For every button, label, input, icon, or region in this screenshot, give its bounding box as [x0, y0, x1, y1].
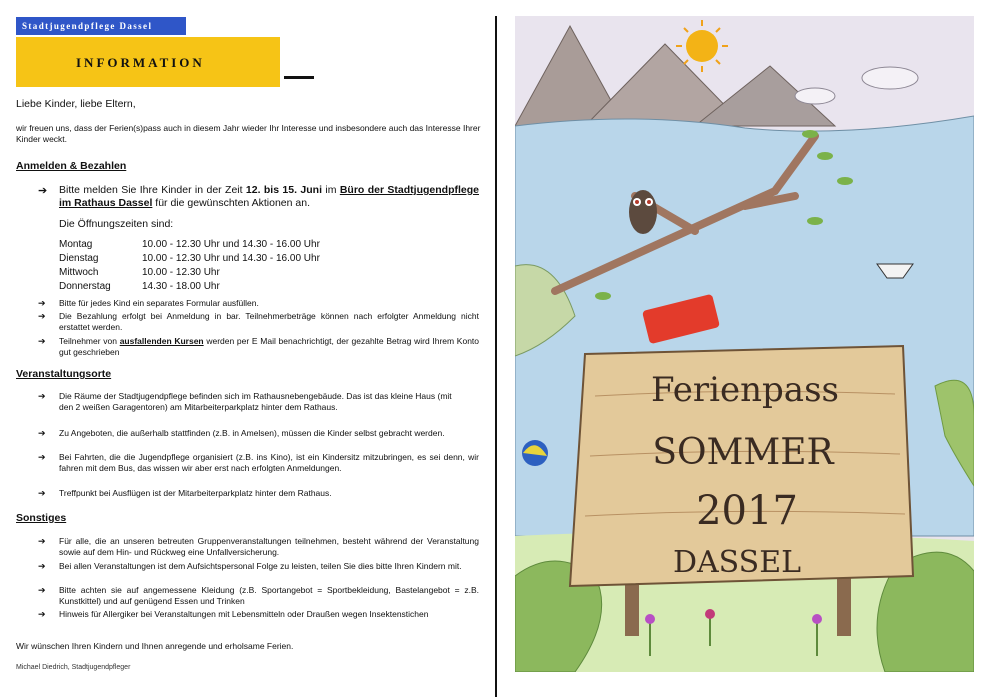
arrow-icon: ➔: [38, 311, 46, 321]
arrow-icon: ➔: [38, 391, 46, 401]
arrow-icon: ➔: [38, 452, 46, 462]
list-item-treffpunkt: Treffpunkt bei Ausflügen ist der Mitarbeiterparkplatz hinter dem Rathaus.: [59, 488, 332, 498]
list-item-bezahlung: Die Bezahlung erfolgt bei Anmeldung in bar. Teilnehmerbeträge können nach erfolgter Anmeldung nicht erstattet werden.: [59, 311, 479, 332]
list-item-ausfall: Teilnehmer von ausfallenden Kursen werden per E Mail benachrichtigt, der gezahlte Betrag wird Ihrem Konto gut geschrieben: [59, 336, 480, 357]
hours-label: Die Öffnungszeiten sind:: [59, 218, 174, 230]
arrow-icon: ➔: [38, 336, 46, 346]
hours-row: Dienstag 10.00 - 12.30 Uhr und 14.30 - 16.00 Uhr: [59, 253, 320, 264]
section-heading-sonstiges: Sonstiges: [16, 512, 67, 524]
hours-row: Donnerstag 14.30 - 18.00 Uhr: [59, 281, 220, 292]
ferienpass-poster: [515, 16, 974, 672]
closing-text: Wir wünschen Ihren Kindern und Ihnen anregende und erholsame Ferien.: [16, 641, 294, 651]
arrow-icon: ➔: [38, 428, 46, 438]
title-underline: [284, 76, 314, 79]
list-item-formular: Bitte für jedes Kind ein separates Formular ausfüllen.: [59, 298, 259, 308]
list-item-fahrten: Bei Fahrten, die die Jugendpflege organisiert (z.B. ins Kino), ist ein Kindersitz mitzubringen, es sei denn, wir fahren mit dem Bus, das wissen wir aber erst nach erfolgten Anmeldungen.: [59, 452, 479, 473]
page-title: INFORMATION: [76, 55, 205, 70]
list-item-angebote: Zu Angeboten, die außerhalb stattfinden (z.B. in Amelsen), müssen die Kinder selbst gebracht werden.: [59, 428, 445, 438]
arrow-icon: ➔: [38, 585, 46, 595]
poster-line-1: Ferienpass: [651, 370, 839, 410]
organization-label: Stadtjugendpflege Dassel: [16, 17, 186, 35]
owl-icon: [629, 190, 657, 234]
arrow-icon: ➔: [38, 561, 46, 571]
page-divider: [495, 16, 497, 697]
list-item-anmeldung: Bitte melden Sie Ihre Kinder in der Zeit 12. bis 15. Juni im Büro der Stadtjugendpflege im Rathaus Dassel für die gewünschten Aktionen an.: [59, 184, 479, 209]
list-item-versicherung: Für alle, die an unseren betreuten Gruppenveranstaltungen teilnehmen, besteht während der Veranstaltung sowie auf dem Hin- und Rückweg eine Unfallversicherung.: [59, 536, 479, 557]
arrow-icon: ➔: [38, 536, 46, 546]
intro-text: wir freuen uns, dass der Ferien(s)pass auch in diesem Jahr wieder Ihr Interesse und insbesondere auch das Interesse Ihrer Kinder weckt.: [16, 123, 481, 144]
list-item-allergiker: Hinweis für Allergiker bei Veranstaltungen mit Lebensmitteln oder Draußen wegen Insektenstichen: [59, 609, 429, 619]
greeting: Liebe Kinder, liebe Eltern,: [16, 98, 136, 110]
poster-line-3: 2017: [696, 488, 798, 534]
section-heading-anmelden: Anmelden & Bezahlen: [16, 160, 127, 172]
opening-hours: [59, 238, 320, 294]
section-heading-orte: Veranstaltungsorte: [16, 368, 112, 380]
arrow-icon: ➔: [38, 488, 46, 498]
list-item-raeume: Die Räume der Stadtjugendpflege befinden sich im Rathausnebengebäude. Das ist das kleine Haus (mit den 2 weißen Garagentoren) am Mitarbeiterparkplatz hinter dem Rathaus.: [59, 391, 452, 412]
signature: Michael Diedrich, Stadtjugendpfleger: [16, 664, 131, 671]
hours-row: Montag 10.00 - 12.30 Uhr und 14.30 - 16.00 Uhr: [59, 239, 320, 250]
poster-line-2: SOMMER: [652, 432, 834, 473]
arrow-icon: ➔: [38, 298, 46, 308]
poster-line-4: DASSEL: [672, 545, 802, 580]
list-item-aufsicht: Bei allen Veranstaltungen ist dem Aufsichtspersonal Folge zu leisten, teilen Sie dies bitte Ihren Kindern mit.: [59, 561, 462, 571]
hours-row: Mittwoch 10.00 - 12.30 Uhr: [59, 267, 220, 278]
arrow-icon: ➔: [38, 185, 48, 197]
arrow-icon: ➔: [38, 609, 46, 619]
list-item-kleidung: Bitte achten sie auf angemessene Kleidung (z.B. Sportangebot = Sportbekleidung, Bastelangebot = z.B. Kunstkittel) und auf genügend Essen und Trinken: [59, 585, 479, 606]
